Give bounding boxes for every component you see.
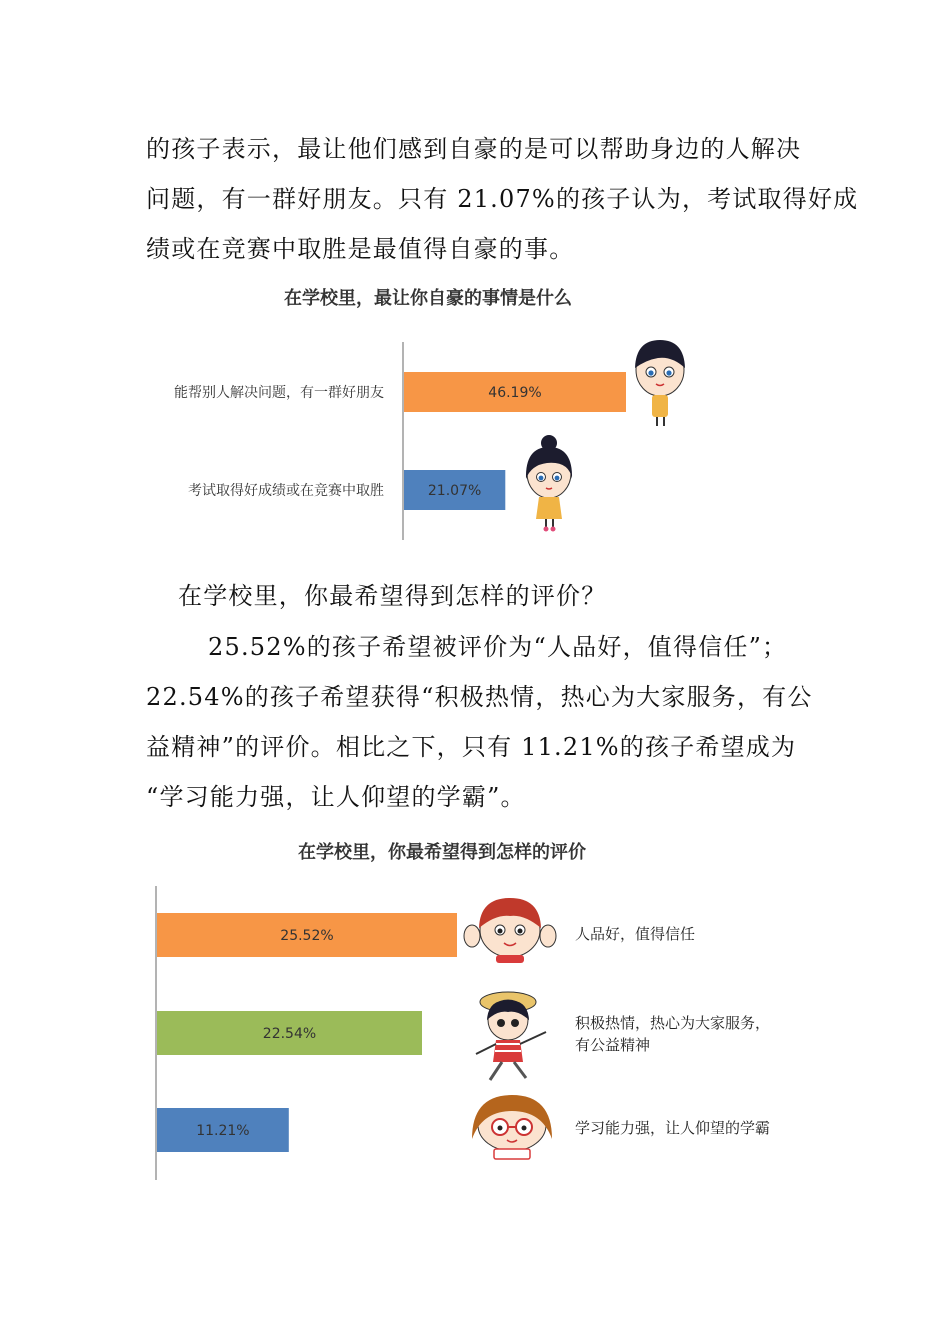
text-line: “学习能力强，让人仰望的学霸”。	[146, 783, 526, 811]
chart2-category-label: 人品好，值得信任	[575, 925, 696, 943]
chart1-pride	[0, 330, 950, 545]
paragraph-evaluation	[146, 622, 826, 822]
glasses-girl-cartoon-icon	[472, 1095, 552, 1159]
text-line: 问题，有一群好朋友。只有 21.07%的孩子认为，考试取得好成	[146, 185, 859, 213]
text-line: 22.54%的孩子希望获得“积极热情，热心为大家服务，有公	[146, 683, 813, 711]
chart1-category-label: 考试取得好成绩或在竞赛中取胜	[188, 483, 384, 499]
section-question: 在学校里，你最希望得到怎样的评价？	[178, 582, 607, 610]
chart2-value-label: 25.52%	[280, 928, 334, 944]
chart2-category-label: 学习能力强，让人仰望的学霸	[575, 1119, 771, 1137]
text-line: 的孩子表示，最让他们感到自豪的是可以帮助身边的人解决	[146, 135, 802, 163]
chart2-value-label: 11.21%	[196, 1123, 250, 1139]
chart1-value-label: 46.19%	[488, 385, 542, 401]
paragraph-intro	[146, 124, 859, 274]
thumbs-boy-cartoon-icon	[464, 898, 556, 963]
chart2-category-label: 积极热情，热心为大家服务，	[575, 1014, 771, 1032]
chart2-evaluation	[0, 880, 950, 1190]
chart2-category-label: 有公益精神	[575, 1036, 651, 1054]
running-girl-cartoon-icon	[476, 992, 546, 1080]
boy-cartoon-icon	[635, 340, 685, 426]
chart1-value-label: 21.07%	[427, 483, 482, 499]
chart1-category-label: 能帮别人解决问题，有一群好朋友	[174, 385, 384, 401]
text-line: 益精神”的评价。相比之下，只有 11.21%的孩子希望成为	[146, 733, 797, 761]
text-line: 绩或在竞赛中取胜是最值得自豪的事。	[146, 235, 575, 263]
chart1-title: 在学校里，最让你自豪的事情是什么	[284, 288, 572, 309]
chart2-value-label: 22.54%	[262, 1026, 317, 1042]
girl-cartoon-icon	[526, 435, 572, 532]
chart2-title: 在学校里，你最希望得到怎样的评价	[298, 842, 586, 863]
text-line: 25.52%的孩子希望被评价为“人品好，值得信任”；	[208, 633, 788, 661]
